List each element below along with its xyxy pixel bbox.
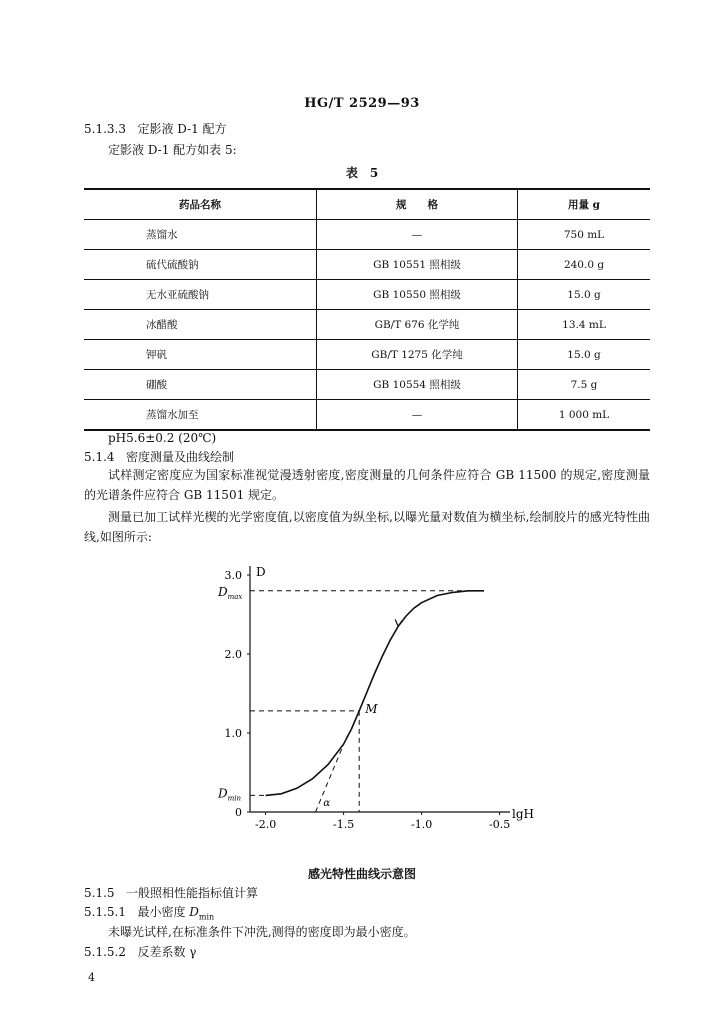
section-5133-intro: 定影液 D-1 配方如表 5: [108,143,237,157]
header-chemical-name: 药品名称 [84,189,317,220]
cell-spec: GB 10551 照相级 [317,250,518,280]
paragraph-curve-plotting: 测量已加工试样光楔的光学密度值,以密度值为纵坐标,以曝光量对数值为横坐标,绘制胶片的感光特性曲线,如图所示: [84,510,650,544]
header-specification: 规 格 [317,189,518,220]
alpha-label: α [323,798,331,809]
cell-amount: 13.4 mL [518,310,651,340]
x-tick-label: -1.0 [410,818,433,831]
table-caption: 表 5 [345,166,379,180]
section-title: 反差系数 γ [137,945,197,959]
y-tick-label: 1.0 [224,727,242,740]
header-amount: 用量 g [518,189,651,220]
section-number: 5.1.5.1 [84,905,126,919]
section-number: 5.1.5 [84,886,115,900]
cell-amount: 240.0 g [518,250,651,280]
table-row [84,400,650,431]
table-row [84,310,650,340]
y-tick-label: 2.0 [224,648,242,661]
cell-name: 蒸馏水加至 [84,400,317,431]
cell-spec: — [317,400,518,431]
dmin-label: $D_{min}$ [218,786,242,803]
paragraph-density-measurement: 试样测定密度应为国家标准视觉漫透射密度,密度测量的几何条件应符合 GB 11500 的规定,密度测量的光谱条件应符合 GB 11501 规定。 [84,468,650,502]
x-tick-label: -0.5 [488,818,511,831]
section-514-heading [84,449,234,465]
cell-name: 硼酸 [84,370,317,400]
cell-name: 蒸馏水 [84,220,317,250]
tangent-line [316,737,347,812]
cell-spec: GB 10554 照相级 [317,370,518,400]
section-number: 5.1.5.2 [84,945,126,959]
table-row [84,370,650,400]
dmax-label: $D_{max}$ [218,584,243,601]
cell-spec: GB 10550 照相级 [317,280,518,310]
chart-caption: 感光特性曲线示意图 [307,867,416,881]
y-axis-label: D [256,565,266,579]
section-5152-heading [84,944,196,960]
characteristic-curve-chart [200,560,560,860]
x-tick-label: -1.5 [332,818,355,831]
curve-arrow-icon [395,619,402,626]
x-tick-label: -2.0 [254,818,277,831]
cell-amount: 7.5 g [518,370,651,400]
section-515-heading [84,885,258,901]
section-5133-heading [84,121,227,137]
y-tick-label: 0 [235,806,242,819]
cell-name: 钾矾 [84,340,317,370]
section-title: 密度测量及曲线绘制 [126,450,235,464]
cell-name: 无水亚硫酸钠 [84,280,317,310]
section-number: 5.1.4 [84,450,115,464]
cell-name: 硫代硫酸钠 [84,250,317,280]
cell-spec: GB/T 676 化学纯 [317,310,518,340]
cell-amount: 15.0 g [518,280,651,310]
section-title: 一般照相性能指标值计算 [126,886,259,900]
cell-amount: 750 mL [518,220,651,250]
table-row [84,280,650,310]
cell-spec: — [317,220,518,250]
characteristic-curve-line [266,591,484,796]
section-title: 定影液 D-1 配方 [137,122,227,136]
section-5151-text: 未曝光试样,在标准条件下冲洗,测得的密度即为最小密度。 [108,925,416,939]
document-code: HG/T 2529—93 [304,96,420,111]
x-axis-label: lgH [512,807,534,821]
cell-amount: 1 000 mL [518,400,651,431]
y-tick-label: 3.0 [224,569,242,582]
section-number: 5.1.3.3 [84,122,126,136]
table-row [84,250,650,280]
dmax-subscript: max [227,592,243,601]
point-m-label: M [365,701,378,716]
section-title: 最小密度 [137,905,190,919]
ph-note: pH5.6±0.2 (20℃) [108,431,217,445]
section-5151-heading [84,904,214,925]
table-header-row [84,189,650,220]
dmin-subscript: min [227,794,242,803]
table-row [84,340,650,370]
table-row [84,220,650,250]
dmin-symbol: D [189,905,199,919]
cell-spec: GB/T 1275 化学纯 [317,340,518,370]
formula-table [84,188,650,431]
cell-name: 冰醋酸 [84,310,317,340]
page-number: 4 [88,971,95,984]
dmin-subscript: min [198,912,215,922]
cell-amount: 15.0 g [518,340,651,370]
